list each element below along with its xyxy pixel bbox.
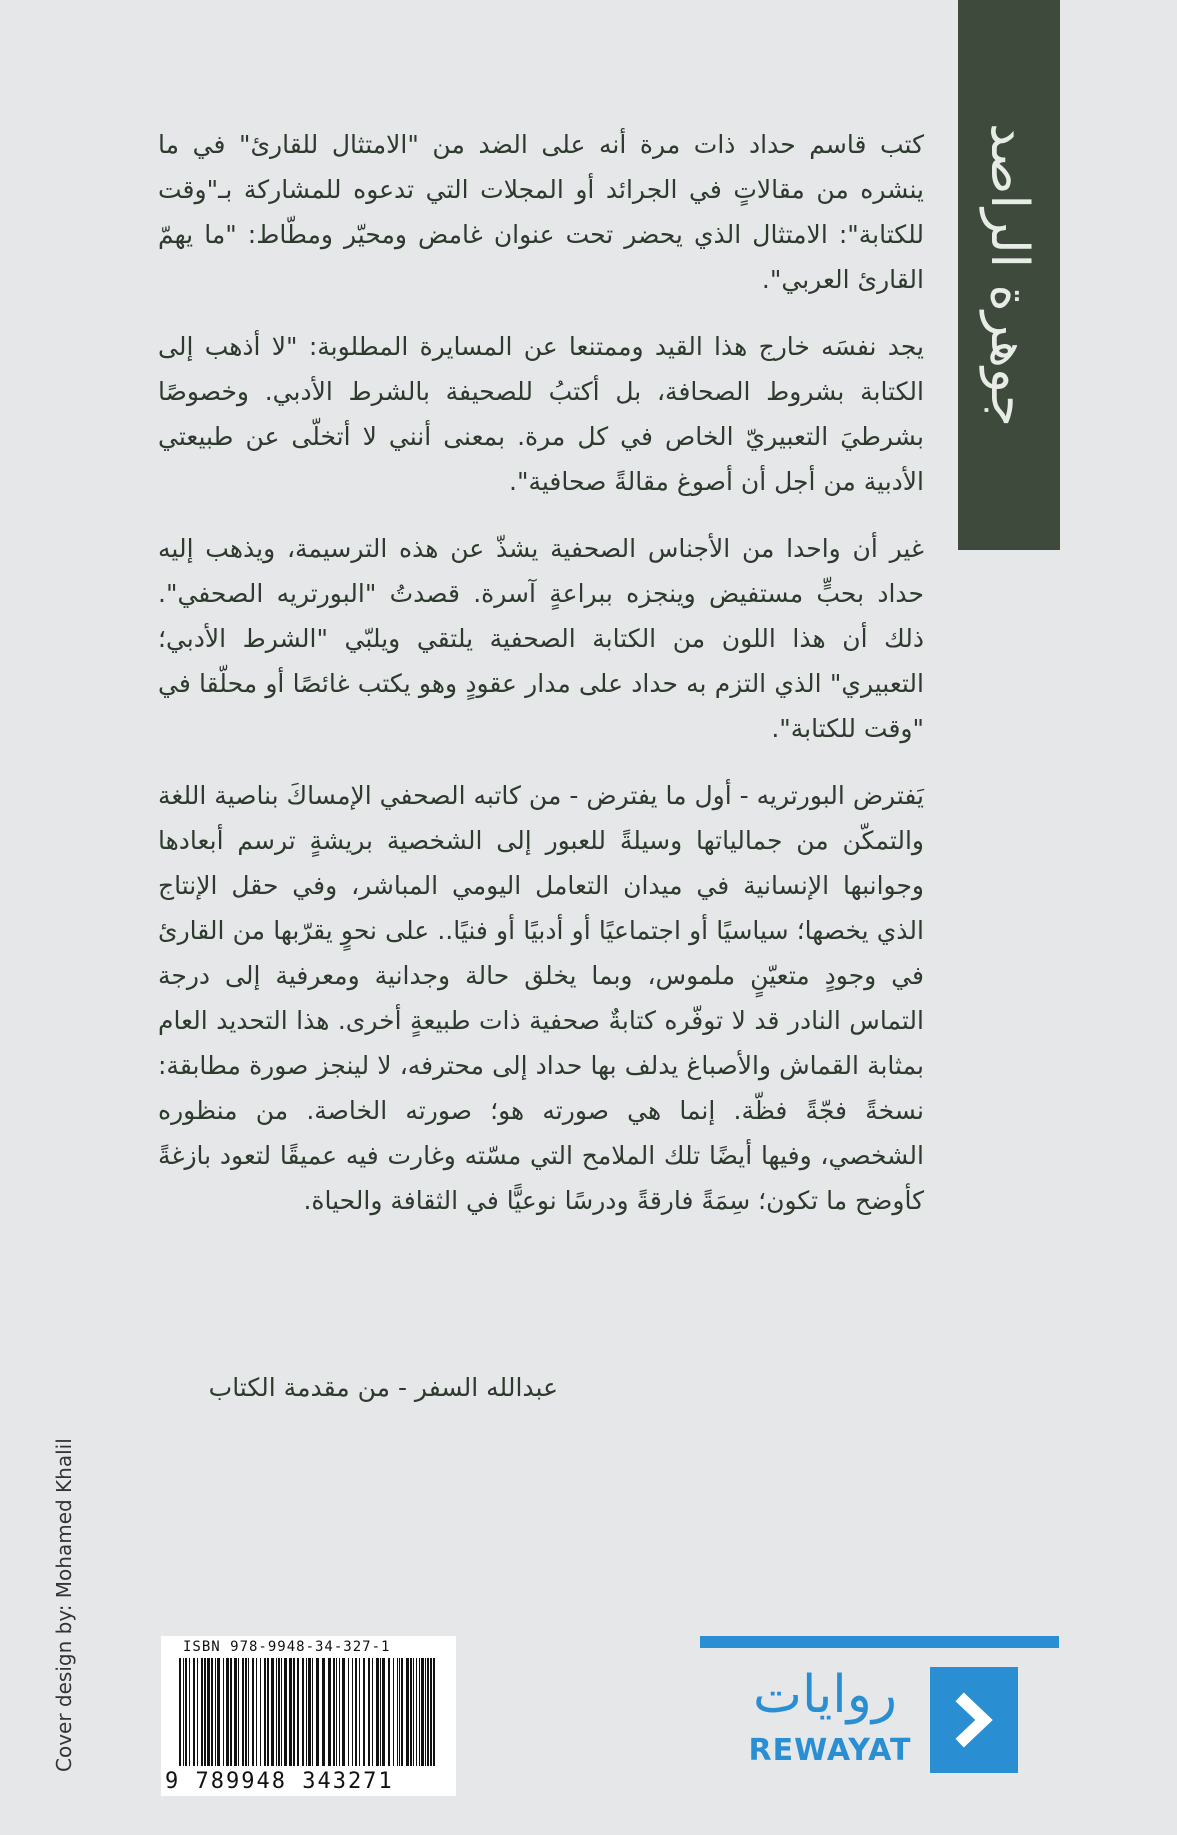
barcode-bar bbox=[359, 1658, 360, 1766]
barcode-bar bbox=[215, 1658, 216, 1766]
barcode-bar bbox=[297, 1658, 299, 1766]
title-band bbox=[958, 0, 1060, 550]
barcode-bar bbox=[372, 1658, 373, 1766]
barcode-bar bbox=[230, 1658, 232, 1766]
barcode-bar bbox=[256, 1658, 257, 1766]
blurb-paragraph: يجد نفسَه خارج هذا القيد وممتنعا عن المسايرة المطلوبة: "لا أذهب إلى الكتابة بشروط الصحافة، بل أكتبُ للصحيفة بالشرط الأدبي. وخصوصًا بشرطيَ التعبيريّ الخاص في كل مرة. بمعنى أنني لا أتخلّى عن طبيعتي الأدبية من أجل أن أصوغ مقالةً صحافية". bbox=[158, 332, 924, 496]
barcode-bar bbox=[284, 1658, 287, 1766]
barcode-bar bbox=[355, 1658, 357, 1766]
barcode-bar bbox=[211, 1658, 213, 1766]
barcode-bar bbox=[308, 1658, 311, 1766]
barcode-bar bbox=[207, 1658, 210, 1766]
barcode-bar bbox=[223, 1658, 224, 1766]
cover-design-credit: Cover design by: Mohamed Khalil bbox=[52, 1438, 76, 1772]
publisher-logo bbox=[930, 1667, 1018, 1773]
barcode-number: 9 789948 343271 bbox=[165, 1769, 394, 1794]
barcode-bar bbox=[316, 1658, 319, 1766]
barcode-bar bbox=[427, 1658, 429, 1766]
barcode-bar bbox=[328, 1658, 331, 1766]
barcode-bar bbox=[267, 1658, 269, 1766]
barcode-bar bbox=[217, 1658, 220, 1766]
barcode-bar bbox=[189, 1658, 190, 1766]
barcode-bar bbox=[201, 1658, 203, 1766]
barcode-bar bbox=[416, 1658, 417, 1766]
blurb-paragraph: يَفترض البورتريه - أول ما يفترض - من كاتبه الصحفي الإمساكَ بناصية اللغة والتمكّن من جمالياتها وسيلةً للعبور إلى الشخصية بريشةٍ ترسم أبعادها وجوانبها الإنسانية في ميدان التعامل اليومي المباشر، وفي حقل الإنتاج الذي يخصها؛ سياسيًا أو اجتماعيًا أو أدبيًا أو فنيًا.. على نحوٍ يقرّبها من القارئ في وجودٍ متعيّنٍ ملموس، وبما يخلق حالة وجدانية ومعرفية إلى درجة التماس النادر قد لا توفّره كتابةٌ صحفية ذات طبيعةٍ أخرى. هذا التحديد العام بمثابة القماش والأصباغ يدلف بها حداد إلى محترفه، لا لينجز صورة مطابقة: نسخةً فجّةً فظّة. إنما هي صورته هو؛ صورته الخاصة. من منظوره الشخصي، وفيها أيضًا تلك الملامح التي مسّته وغارت فيه عميقًا لتعود بازغةً كأوضح ما تكون؛ سِمَةً فارقةً ودرسًا نوعيًّا في الثقافة والحياة. bbox=[158, 781, 924, 1215]
barcode-bar bbox=[302, 1658, 304, 1766]
publisher-name-en: REWAYAT bbox=[748, 1733, 912, 1768]
barcode-bar bbox=[363, 1658, 365, 1766]
barcode bbox=[161, 1636, 456, 1796]
barcode-bar bbox=[322, 1658, 325, 1766]
barcode-bar bbox=[293, 1658, 295, 1766]
barcode-bar bbox=[421, 1658, 424, 1766]
barcode-bar bbox=[430, 1658, 432, 1766]
barcode-bar bbox=[271, 1658, 274, 1766]
publisher-bar bbox=[700, 1636, 1059, 1648]
barcode-bar bbox=[183, 1658, 184, 1766]
barcode-bar bbox=[339, 1658, 340, 1766]
barcode-bar bbox=[397, 1658, 398, 1766]
barcode-bar bbox=[333, 1658, 335, 1766]
barcode-bar bbox=[399, 1658, 400, 1766]
barcode-bar bbox=[264, 1658, 266, 1766]
publisher-name-ar: روايات bbox=[753, 1665, 897, 1725]
blurb bbox=[158, 122, 924, 1245]
blurb-paragraph: كتب قاسم حداد ذات مرة أنه على الضد من "الامتثال للقارئ" في ما ينشره من مقالاتٍ في الجرائد أو المجلات التي تدعوه للمشاركة بـ"وقت للكتابة": الامتثال الذي يحضر تحت عنوان غامض ومحيّر ومطّاط: "ما يهمّ القارئ العربي". bbox=[158, 130, 924, 294]
chevron-right-icon bbox=[930, 1667, 1018, 1773]
blurb-paragraph: غير أن واحدا من الأجناس الصحفية يشذّ عن هذه الترسيمة، ويذهب إليه حداد بحبٍّ مستفيض وينجزه ببراعةٍ آسرة. قصدتُ "البورتريه الصحفي". ذلك أن هذا اللون من الكتابة الصحفية يلتقي ويلبّي "الشرط الأدبي؛ التعبيري" الذي التزم به حداد على مدار عقودٍ وهو يكتب غائصًا أو محلّقا في "وقت للكتابة". bbox=[158, 534, 924, 743]
book-title: جوهرة الراصد bbox=[979, 123, 1039, 427]
barcode-bar bbox=[368, 1658, 370, 1766]
barcode-bar bbox=[425, 1658, 426, 1766]
barcode-bar bbox=[352, 1658, 353, 1766]
barcode-bar bbox=[278, 1658, 280, 1766]
barcode-bar bbox=[248, 1658, 249, 1766]
barcode-bar bbox=[242, 1658, 244, 1766]
barcode-bar bbox=[226, 1658, 229, 1766]
signature: عبدالله السفر - من مقدمة الكتاب bbox=[208, 1373, 558, 1402]
barcode-bar bbox=[433, 1658, 435, 1766]
barcode-bar bbox=[406, 1658, 409, 1766]
barcode-bar bbox=[376, 1658, 379, 1766]
barcode-bar bbox=[245, 1658, 247, 1766]
barcode-bar bbox=[380, 1658, 381, 1766]
barcode-bar bbox=[238, 1658, 239, 1766]
barcode-bar bbox=[348, 1658, 349, 1766]
isbn-label: ISBN 978-9948-34-327-1 bbox=[183, 1639, 391, 1655]
barcode-bar bbox=[401, 1658, 403, 1766]
barcode-bar bbox=[193, 1658, 195, 1766]
barcode-bars bbox=[179, 1658, 439, 1766]
barcode-bar bbox=[179, 1658, 181, 1766]
barcode-bar bbox=[410, 1658, 412, 1766]
barcode-bar bbox=[185, 1658, 187, 1766]
barcode-bar bbox=[234, 1658, 237, 1766]
barcode-bar bbox=[204, 1658, 206, 1766]
barcode-bar bbox=[289, 1658, 292, 1766]
barcode-bar bbox=[419, 1658, 420, 1766]
barcode-bar bbox=[336, 1658, 337, 1766]
barcode-bar bbox=[260, 1658, 261, 1766]
barcode-bar bbox=[312, 1658, 313, 1766]
barcode-bar bbox=[388, 1658, 390, 1766]
barcode-bar bbox=[342, 1658, 345, 1766]
barcode-bar bbox=[252, 1658, 254, 1766]
barcode-bar bbox=[197, 1658, 198, 1766]
barcode-bar bbox=[276, 1658, 277, 1766]
barcode-bar bbox=[393, 1658, 394, 1766]
barcode-bar bbox=[281, 1658, 282, 1766]
barcode-bar bbox=[306, 1658, 307, 1766]
barcode-bar bbox=[413, 1658, 414, 1766]
barcode-bar bbox=[382, 1658, 385, 1766]
